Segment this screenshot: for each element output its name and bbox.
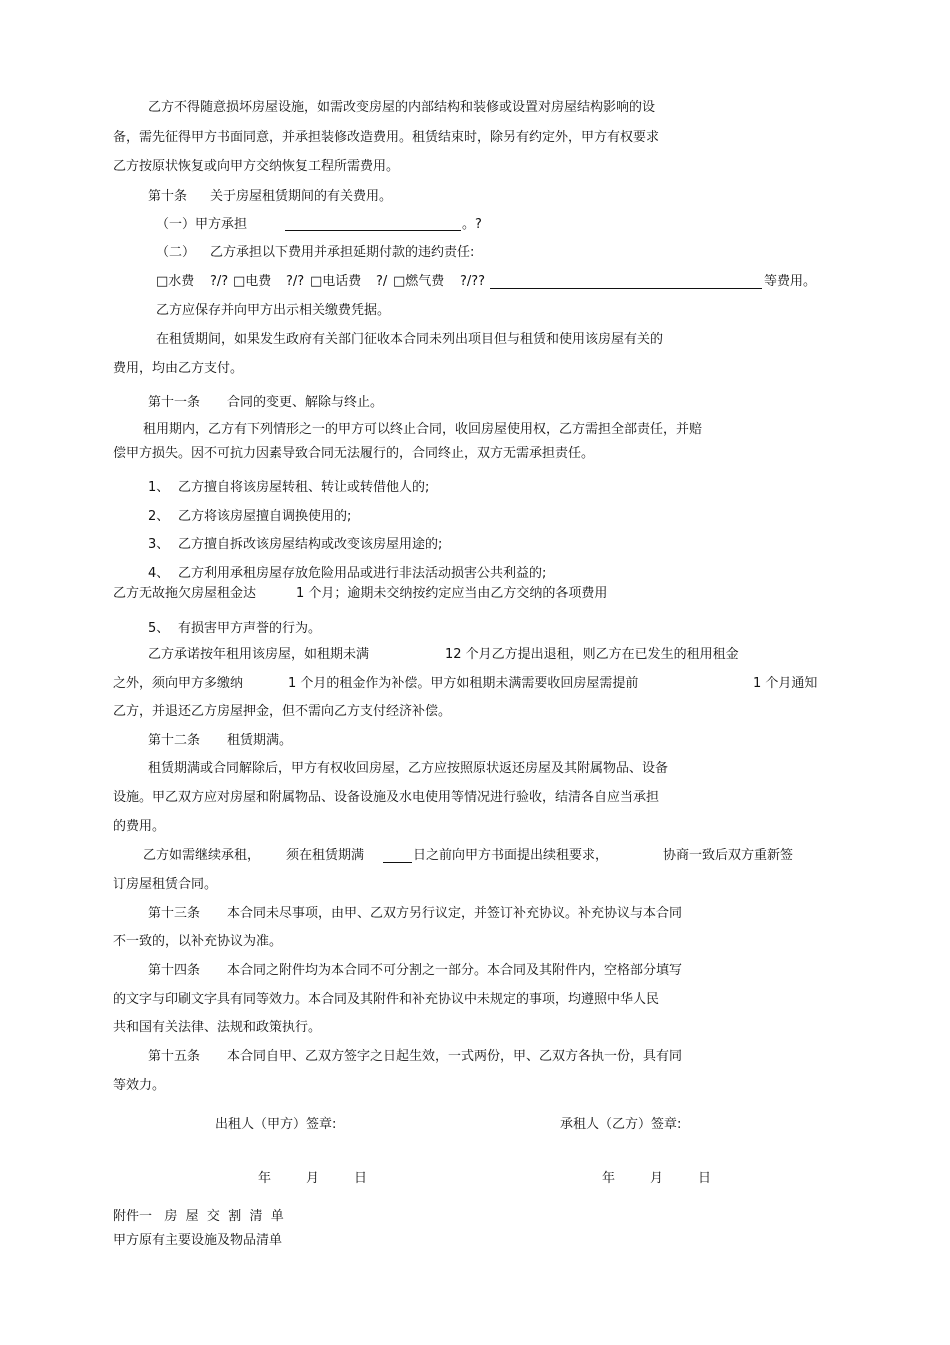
art10-item2-label: （二） xyxy=(156,245,196,260)
art11-item-1-text: 乙方擅自将该房屋转租、转让或转借他人的; xyxy=(178,480,430,495)
art11-item-2-text: 乙方将该房屋擅自调换使用的; xyxy=(178,509,352,524)
art10-item2-text: 乙方承担以下费用并承担延期付款的违约责任: xyxy=(210,245,475,260)
date-a-year: 年 xyxy=(258,1171,272,1186)
art15-line2: 等效力。 xyxy=(113,1078,166,1093)
art15-number: 第十五条 xyxy=(148,1049,201,1064)
art12-renew-d: 协商一致后双方重新签 xyxy=(663,848,794,863)
art15-line1: 本合同自甲、乙双方签字之日起生效，一式两份，甲、乙双方各执一份，具有同 xyxy=(227,1049,683,1064)
date-a-day: 日 xyxy=(354,1171,368,1186)
fee-other-blank xyxy=(490,276,762,289)
art14-line2: 的文字与印刷文字具有同等效力。本合同及其附件和补充协议中未规定的事项，均遵照中华人民 xyxy=(113,992,660,1007)
art11-intro-line1: 租用期内，乙方有下列情形之一的甲方可以终止合同，收回房屋使用权，乙方需担全部责任，并赔 xyxy=(143,422,703,437)
art11-item-3-number: 3、 xyxy=(148,537,170,552)
fee-sep-3: ?/ xyxy=(376,274,388,289)
para1-line3: 乙方按原状恢复或向甲方交纳恢复工程所需费用。 xyxy=(113,159,400,174)
fee-tail: 等费用。 xyxy=(764,274,817,289)
art11-arrears-b: 1 个月；逾期未交纳按约定应当由乙方交纳的各项费用 xyxy=(296,586,608,601)
art11-item-3-text: 乙方擅自拆改该房屋结构或改变该房屋用途的; xyxy=(178,537,443,552)
art12-renew-e: 订房屋租赁合同。 xyxy=(113,877,218,892)
art11-title: 合同的变更、解除与终止。 xyxy=(227,395,384,410)
art11-early-d: 1 个月的租金作为补偿。甲方如租期未满需要收回房屋需提前 xyxy=(288,676,639,691)
art10-gov-line2: 费用，均由乙方支付。 xyxy=(113,361,244,376)
art13-line1: 本合同未尽事项，由甲、乙双方另行议定，并签订补充协议。补充协议与本合同 xyxy=(227,906,683,921)
art12-renew-a: 乙方如需继续承租， xyxy=(143,848,261,863)
art10-number: 第十条 xyxy=(148,189,188,204)
art11-item-4-text: 乙方利用承租房屋存放危险用品或进行非法活动损害公共利益的; xyxy=(178,566,547,581)
art12-renew-b: 须在租赁期满 xyxy=(286,848,365,863)
art12-renew-c: 日之前向甲方书面提出续租要求， xyxy=(413,848,609,863)
art11-item-1-number: 1、 xyxy=(148,480,170,495)
annex-subtitle: 甲方原有主要设施及物品清单 xyxy=(113,1233,283,1248)
art10-item1-label: （一）甲方承担 xyxy=(156,217,248,232)
art10-item1-tail: 。? xyxy=(462,217,482,232)
fee-phone-checkbox: □电话费 xyxy=(310,274,362,289)
art10-item1-blank xyxy=(285,218,461,231)
art12-number: 第十二条 xyxy=(148,733,201,748)
art14-line3: 共和国有关法律、法规和政策执行。 xyxy=(113,1020,322,1035)
art12-line2: 设施。甲乙双方应对房屋和附属物品、设备设施及水电使用等情况进行验收，结清各自应当承担 xyxy=(113,790,660,805)
art11-item-4-number: 4、 xyxy=(148,566,170,581)
art10-gov-line1: 在租赁期间，如果发生政府有关部门征收本合同未列出项目但与租赁和使用该房屋有关的 xyxy=(156,332,664,347)
para1-line1: 乙方不得随意损坏房屋设施，如需改变房屋的内部结构和装修或设置对房屋结构影响的设 xyxy=(148,100,656,115)
art14-number: 第十四条 xyxy=(148,963,201,978)
art11-early-b: 12 个月乙方提出退租，则乙方在已发生的租用租金 xyxy=(445,647,739,662)
para1-line2: 备，需先征得甲方书面同意，并承担装修改造费用。租赁结束时，除另有约定外，甲方有权要求 xyxy=(113,130,660,145)
art12-title: 租赁期满。 xyxy=(227,733,293,748)
art12-line1: 租赁期满或合同解除后，甲方有权收回房屋，乙方应按照原状返还房屋及其附属物品、设备 xyxy=(148,761,669,776)
art10-keep-receipts: 乙方应保存并向甲方出示相关缴费凭据。 xyxy=(156,303,391,318)
date-a-month: 月 xyxy=(306,1171,320,1186)
art12-renew-days-blank xyxy=(383,850,412,863)
art10-title: 关于房屋租赁期间的有关费用。 xyxy=(210,189,393,204)
signature-party-b: 承租人（乙方）签章: xyxy=(560,1117,682,1132)
art13-number: 第十三条 xyxy=(148,906,201,921)
annex-title: 附件一 房 屋 交 割 清 单 xyxy=(113,1209,284,1224)
art11-number: 第十一条 xyxy=(148,395,201,410)
fee-water-checkbox: □水费 xyxy=(156,274,195,289)
art13-line2: 不一致的，以补充协议为准。 xyxy=(113,934,283,949)
date-b-year: 年 xyxy=(602,1171,616,1186)
art11-early-a: 乙方承诺按年租用该房屋，如租期未满 xyxy=(148,647,370,662)
art11-early-e: 1 个月通知 xyxy=(753,676,818,691)
art11-item-2-number: 2、 xyxy=(148,509,170,524)
art12-line3: 的费用。 xyxy=(113,819,166,834)
art11-arrears-a: 乙方无故拖欠房屋租金达 xyxy=(113,586,257,601)
date-b-month: 月 xyxy=(650,1171,664,1186)
fee-gas-checkbox: □燃气费 xyxy=(393,274,445,289)
date-b-day: 日 xyxy=(698,1171,712,1186)
fee-sep-4: ?/?? xyxy=(460,274,486,289)
art11-item-5-number: 5、 xyxy=(148,621,170,636)
art11-intro-line2: 偿甲方损失。因不可抗力因素导致合同无法履行的，合同终止，双方无需承担责任。 xyxy=(113,446,595,461)
art14-line1: 本合同之附件均为本合同不可分割之一部分。本合同及其附件内，空格部分填写 xyxy=(227,963,683,978)
signature-party-a: 出租人（甲方）签章: xyxy=(215,1117,337,1132)
art11-early-c: 之外，须向甲方多缴纳 xyxy=(113,676,244,691)
fee-electricity-checkbox: □电费 xyxy=(233,274,272,289)
fee-sep-1: ?/? xyxy=(210,274,229,289)
fee-sep-2: ?/? xyxy=(286,274,305,289)
art11-early-f: 乙方，并退还乙方房屋押金，但不需向乙方支付经济补偿。 xyxy=(113,704,452,719)
art11-item-5-text: 有损害甲方声誉的行为。 xyxy=(178,621,322,636)
